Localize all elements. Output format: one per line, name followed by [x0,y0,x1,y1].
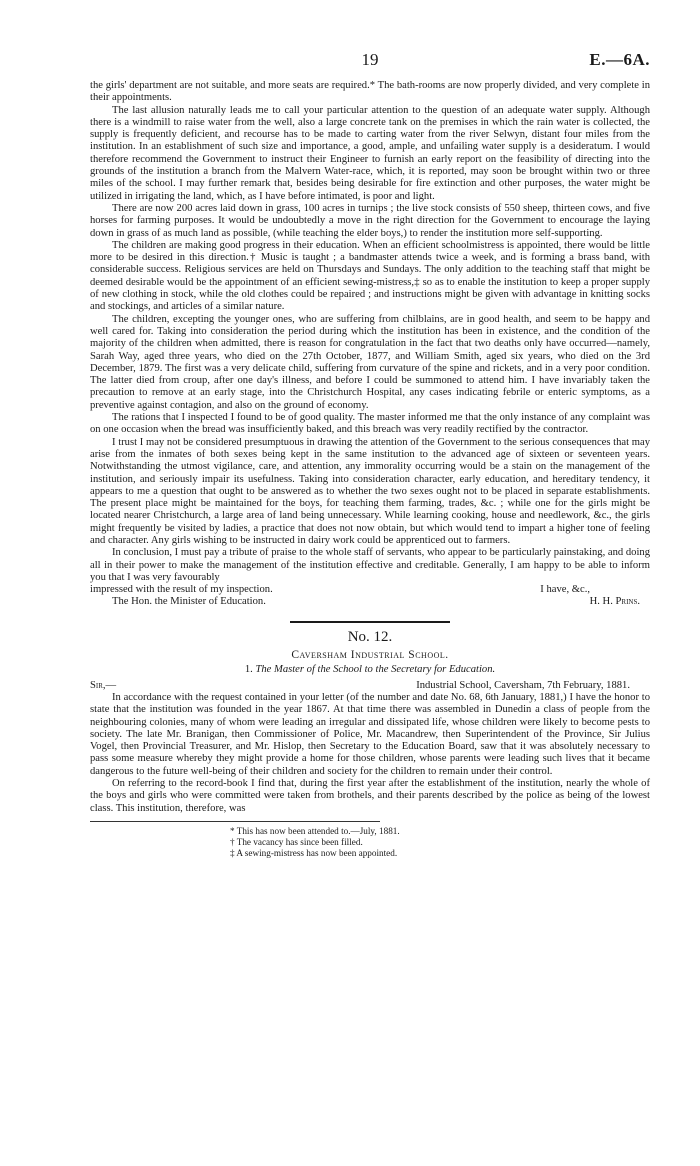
paragraph: The children, excepting the younger ones, who are suffering from chilblains, are in good health, and seem to be happy and well cared for. Taking into consideration the period during which the institution has been in existence, and the condition of the majority of the children when admitted, there is reason for congratulation in the fact that two deaths only have occurred—namely, Sarah Way, aged three years, who died on the 27th October, 1877, and William Smith, aged six years, who died on the 3rd December, 1879. The first was a very delicate child, suffering from curvature of the spine and rickets, and in a very poor condition. The latter died from croup, after one day's illness, and before I could be summoned to attend him. I have invariably taken the precaution to remove at an early stage, into the Christchurch Hospital, any cases indicating febrile or enteric symptoms, as a preventive against contagion, and also on the ground of economy. [90,313,650,411]
document-reference: E.—6A. [589,50,650,69]
footnote: † The vacancy has since been filled. [230,836,363,847]
footnote: * This has now been attended to.—July, 1881. [230,825,400,836]
paragraph: The rations that I inspected I found to be of good quality. The master informed me that the only instance of any complaint was on one occasion when the bread was insufficiently baked, and this breach was very readily rectified by the contractor. [90,412,650,436]
paragraph: On referring to the record-book I find that, during the first year after the establishment of the institution, nearly the whole of the boys and girls who were committed were taken from brothels, and their parents described by the police as being of the lowest class. This institution, therefore, was [90,778,650,814]
section-divider [290,621,450,623]
closing-impressed: impressed with the result of my inspection. [90,584,273,596]
salutation: Sir,— [90,679,117,691]
paragraph: The last allusion naturally leads me to call your particular attention to the question of an adequate water supply. Although there is a windmill to raise water from the well, also a large concrete tank on the premises in which the rain water is collected, the supply is frequently deficient, and recourse has to be made to carting water from the river Selwyn, distant four miles from the institution. In an establishment of such size and importance, a good, ample, and unfailing water supply is a desideratum. I would therefore recommend the Government to instruct their Engineer to furnish an early report on the feasibility of directing into the grounds of the institution a branch from the Malvern Water-race, which, it is reported, may soon be brought within two or three miles of the school. I may further remark that, besides being desirable for fire extinction and other purposes, the water might be utilized in irrigating the land, which, as I have before intimated, is poor and light. [90,104,650,202]
closing-row [90,584,650,596]
addressee: The Hon. the Minister of Education. [112,596,266,608]
paragraph: There are now 200 acres laid down in grass, 100 acres in turnips ; the live stock consists of 550 sheep, thirteen cows, and five horses for farming purposes. It would be undoubtedly a move in the right direction for the Government to encourage the laying down in grass of as much land as possible, (while teaching the elder boys,) to render the institution more self-supporting. [90,202,650,239]
school-heading: Caversham Industrial School. [291,649,449,662]
page-header [90,50,650,72]
subtitle-text: The Master of the School to the Secretary for Education. [255,664,496,676]
footnote-divider [90,821,380,822]
letter-subtitle [90,664,650,676]
signature: H. H. Prins. [589,596,640,608]
paragraph: I trust I may not be considered presumptuous in drawing the attention of the Government to the serious consequences that may arise from the inmates of both sexes being kept in the same institution to the advanced age of sixteen or seventeen years. Notwithstanding the utmost vigilance, care, and attention, any immorality occurring would be a stain on the management of the institution, and seriously impair its usefulness. Taking into consideration character, early education, and hereditary tendency, it appears to me a question that ought to be answered as to whether the two sexes ought not to be placed in separate establishments. The present place might be maintained for the boys, for teaching them farming, trades, &c. ; while one for the girls might be located nearer Christchurch, a large area of land being unnecessary. While learning cooking, house and needlework, &c., the girls might frequently be visited by ladies, a practice that does not now obtain, but which would tend to impart a higher tone of feeling and character. Any girls wishing to be instructed in dairy work could be apprenticed out to farmers. [90,436,650,546]
subtitle-number: 1. [244,664,253,676]
paragraph: In accordance with the request contained in your letter (of the number and date No. 68, 6th January, 1881,) I have the honor to state that the institution was founded in the year 1867. At that time there was assembled in Dunedin a class of people from the neighbouring colonies, many of whom were leading an irregular and dissipated life, whose children were likely to become pests to society. The late Mr. Branigan, then Commissioner of Police, Mr. Macandrew, then Superintendent of the Province, Sir Julius Vogel, then Provincial Treasurer, and Mr. Hislop, then Secretary to the Education Board, saw that it was absolutely necessary to pass some measure whereby they might provide a home for those children, whose parents were leading such lives that it became dangerous to the future well-being of their children and society for the children to remain under their control. [90,691,650,777]
paragraph: In conclusion, I must pay a tribute of praise to the whole staff of servants, who appear to be particularly painstaking, and doing all in their power to make the management of the institution effective and creditable. Generally, I am happy to be able to inform you that I was very favourably [90,547,650,583]
page-number: 19 [361,50,379,69]
footnote: ‡ A sewing-mistress has now been appointed. [230,847,398,858]
signature-row [90,596,650,608]
footnotes [230,826,650,859]
section-number: No. 12. [347,628,393,645]
page-body [90,80,650,859]
salutation-row [90,680,650,692]
paragraph: the girls' department are not suitable, and more seats are required.* The bath-rooms are now properly divided, and very complete in their appointments. [90,80,650,104]
place-date: Industrial School, Caversham, 7th February, 1881. [416,679,630,691]
paragraph: The children are making good progress in their education. When an efficient schoolmistress is appointed, there would be little more to be desired in this direction.† Music is taught ; a bandmaster attends twice a week, and is forming a brass band, with considerable success. Religious services are held on Thursdays and Sundays. The only addition to the teaching staff that might be deemed desirable would be the appointment of an efficient sewing-mistress,‡ so as to enable the institution to keep a proper supply of new clothing in stock, while the old clothes could be repaired ; and instructions might be given with advantage in knitting socks and stockings, and articles of a similar nature. [90,239,650,313]
closing-have: I have, &c., [540,584,590,596]
